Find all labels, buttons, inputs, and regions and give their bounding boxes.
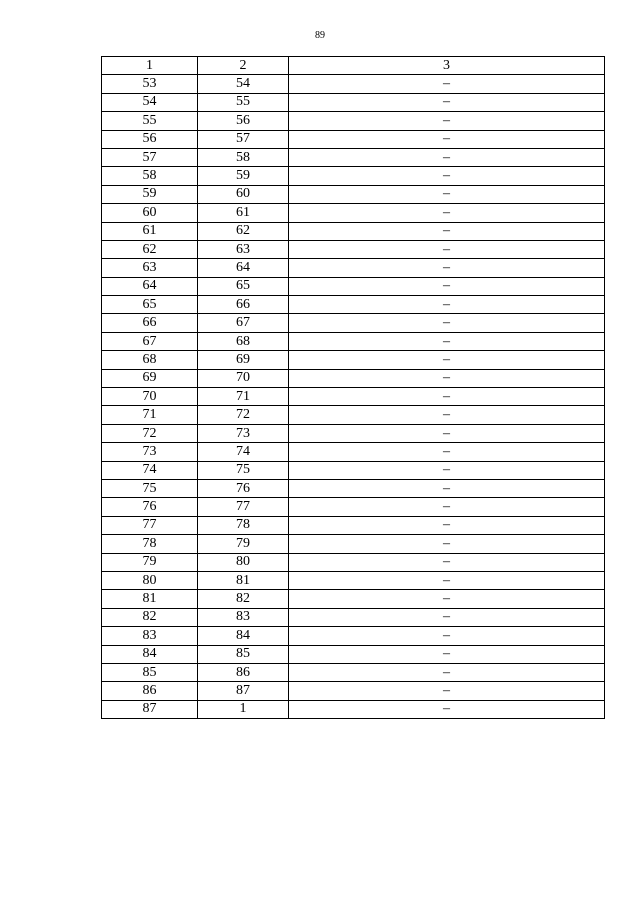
- table-cell-col-2: 55: [198, 93, 289, 111]
- table-row: [102, 314, 605, 332]
- table-cell-col-1: 85: [102, 663, 198, 681]
- table-cell-col-1: 78: [102, 535, 198, 553]
- table-cell-col-1: 66: [102, 314, 198, 332]
- table-row: [102, 627, 605, 645]
- table-cell-col-2: 60: [198, 185, 289, 203]
- column-header-1: 1: [102, 57, 198, 75]
- table-cell-col-3: –: [289, 204, 605, 222]
- table-cell-col-2: 82: [198, 590, 289, 608]
- table-cell-col-2: 65: [198, 277, 289, 295]
- table-cell-col-2: 76: [198, 479, 289, 497]
- table-cell-col-3: –: [289, 424, 605, 442]
- table-body: [102, 75, 605, 719]
- table-row: [102, 112, 605, 130]
- table-cell-col-3: –: [289, 406, 605, 424]
- table-cell-col-3: –: [289, 682, 605, 700]
- table-row: [102, 424, 605, 442]
- table-row: [102, 277, 605, 295]
- table-cell-col-3: –: [289, 259, 605, 277]
- table-cell-col-1: 61: [102, 222, 198, 240]
- table-cell-col-3: –: [289, 351, 605, 369]
- table-cell-col-1: 81: [102, 590, 198, 608]
- table-cell-col-1: 68: [102, 351, 198, 369]
- table-cell-col-3: –: [289, 535, 605, 553]
- table-cell-col-1: 76: [102, 498, 198, 516]
- table-cell-col-3: –: [289, 167, 605, 185]
- table-cell-col-3: –: [289, 222, 605, 240]
- table-cell-col-1: 54: [102, 93, 198, 111]
- table-cell-col-1: 72: [102, 424, 198, 442]
- table-cell-col-2: 63: [198, 240, 289, 258]
- table-row: [102, 369, 605, 387]
- table-cell-col-1: 71: [102, 406, 198, 424]
- table-row: [102, 498, 605, 516]
- table-cell-col-3: –: [289, 277, 605, 295]
- table-cell-col-2: 70: [198, 369, 289, 387]
- table-cell-col-3: –: [289, 700, 605, 718]
- table-cell-col-2: 58: [198, 148, 289, 166]
- table-cell-col-3: –: [289, 314, 605, 332]
- table-header: [102, 57, 605, 75]
- table-row: [102, 461, 605, 479]
- page-number: 89: [315, 30, 325, 41]
- table-row: [102, 535, 605, 553]
- table-cell-col-1: 73: [102, 443, 198, 461]
- table-cell-col-2: 84: [198, 627, 289, 645]
- table-cell-col-1: 63: [102, 259, 198, 277]
- table-cell-col-1: 58: [102, 167, 198, 185]
- table-row: [102, 388, 605, 406]
- table-cell-col-3: –: [289, 663, 605, 681]
- table-cell-col-2: 75: [198, 461, 289, 479]
- table-cell-col-2: 81: [198, 571, 289, 589]
- table-cell-col-2: 57: [198, 130, 289, 148]
- table-cell-col-3: –: [289, 461, 605, 479]
- table-cell-col-1: 64: [102, 277, 198, 295]
- table-row: [102, 682, 605, 700]
- table-cell-col-1: 65: [102, 296, 198, 314]
- table-cell-col-3: –: [289, 645, 605, 663]
- header-row: [102, 57, 605, 75]
- table-cell-col-2: 87: [198, 682, 289, 700]
- table-cell-col-1: 53: [102, 75, 198, 93]
- table-cell-col-3: –: [289, 332, 605, 350]
- table-cell-col-2: 72: [198, 406, 289, 424]
- table-cell-col-1: 60: [102, 204, 198, 222]
- table-cell-col-3: –: [289, 627, 605, 645]
- table-cell-col-1: 87: [102, 700, 198, 718]
- table-cell-col-3: –: [289, 571, 605, 589]
- table-row: [102, 296, 605, 314]
- table-row: [102, 663, 605, 681]
- table-cell-col-1: 82: [102, 608, 198, 626]
- table-cell-col-2: 80: [198, 553, 289, 571]
- table-cell-col-2: 67: [198, 314, 289, 332]
- table-cell-col-1: 79: [102, 553, 198, 571]
- table-row: [102, 130, 605, 148]
- table-cell-col-1: 84: [102, 645, 198, 663]
- table-row: [102, 571, 605, 589]
- table-cell-col-3: –: [289, 296, 605, 314]
- table-cell-col-3: –: [289, 240, 605, 258]
- table-cell-col-2: 1: [198, 700, 289, 718]
- table-row: [102, 332, 605, 350]
- table-cell-col-2: 78: [198, 516, 289, 534]
- table-row: [102, 204, 605, 222]
- table-cell-col-2: 74: [198, 443, 289, 461]
- column-header-2: 2: [198, 57, 289, 75]
- table-row: [102, 443, 605, 461]
- table-cell-col-1: 67: [102, 332, 198, 350]
- table-cell-col-3: –: [289, 498, 605, 516]
- table-cell-col-1: 56: [102, 130, 198, 148]
- table-row: [102, 479, 605, 497]
- table-cell-col-2: 66: [198, 296, 289, 314]
- table-row: [102, 645, 605, 663]
- table-cell-col-3: –: [289, 369, 605, 387]
- table-row: [102, 240, 605, 258]
- table-cell-col-1: 77: [102, 516, 198, 534]
- data-table: [101, 56, 605, 719]
- table-row: [102, 167, 605, 185]
- table-row: [102, 93, 605, 111]
- table-cell-col-1: 62: [102, 240, 198, 258]
- table-cell-col-3: –: [289, 516, 605, 534]
- table-cell-col-1: 80: [102, 571, 198, 589]
- table-row: [102, 700, 605, 718]
- table-cell-col-3: –: [289, 479, 605, 497]
- table-row: [102, 351, 605, 369]
- table-row: [102, 185, 605, 203]
- table-row: [102, 148, 605, 166]
- table-row: [102, 553, 605, 571]
- table-cell-col-3: –: [289, 553, 605, 571]
- table-cell-col-2: 86: [198, 663, 289, 681]
- table-cell-col-2: 71: [198, 388, 289, 406]
- table-cell-col-3: –: [289, 112, 605, 130]
- table-cell-col-1: 55: [102, 112, 198, 130]
- table-cell-col-2: 85: [198, 645, 289, 663]
- table-cell-col-1: 69: [102, 369, 198, 387]
- table-cell-col-2: 61: [198, 204, 289, 222]
- table-cell-col-2: 69: [198, 351, 289, 369]
- table-cell-col-2: 64: [198, 259, 289, 277]
- table-row: [102, 75, 605, 93]
- table-cell-col-2: 79: [198, 535, 289, 553]
- table-row: [102, 222, 605, 240]
- table-cell-col-2: 68: [198, 332, 289, 350]
- table-cell-col-3: –: [289, 185, 605, 203]
- table-cell-col-1: 57: [102, 148, 198, 166]
- column-header-3: 3: [289, 57, 605, 75]
- table-row: [102, 608, 605, 626]
- table-cell-col-2: 54: [198, 75, 289, 93]
- table-cell-col-3: –: [289, 93, 605, 111]
- table-cell-col-1: 75: [102, 479, 198, 497]
- table-cell-col-2: 56: [198, 112, 289, 130]
- table-cell-col-1: 70: [102, 388, 198, 406]
- table-cell-col-2: 59: [198, 167, 289, 185]
- table-row: [102, 406, 605, 424]
- table-cell-col-2: 83: [198, 608, 289, 626]
- table-cell-col-2: 77: [198, 498, 289, 516]
- table-row: [102, 590, 605, 608]
- table-cell-col-3: –: [289, 148, 605, 166]
- table-row: [102, 516, 605, 534]
- table-cell-col-2: 62: [198, 222, 289, 240]
- table-cell-col-1: 86: [102, 682, 198, 700]
- table-cell-col-1: 74: [102, 461, 198, 479]
- table-cell-col-3: –: [289, 130, 605, 148]
- table-cell-col-1: 59: [102, 185, 198, 203]
- table-cell-col-3: –: [289, 388, 605, 406]
- table-cell-col-3: –: [289, 590, 605, 608]
- table-cell-col-3: –: [289, 75, 605, 93]
- table-cell-col-3: –: [289, 443, 605, 461]
- table-cell-col-1: 83: [102, 627, 198, 645]
- table-cell-col-2: 73: [198, 424, 289, 442]
- table-cell-col-3: –: [289, 608, 605, 626]
- table-row: [102, 259, 605, 277]
